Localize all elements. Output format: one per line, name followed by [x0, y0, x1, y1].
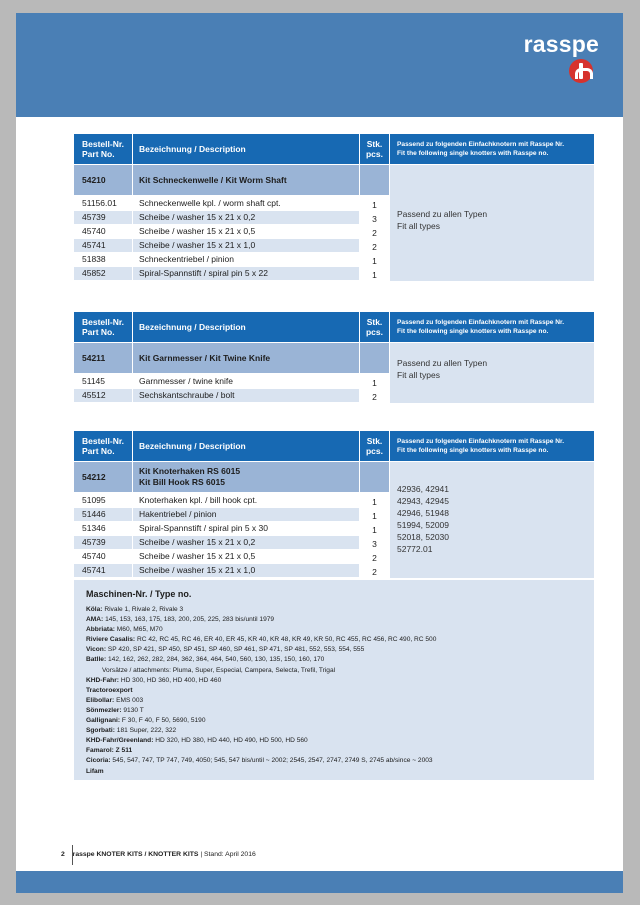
item-part-no: 51838: [74, 253, 132, 266]
machine-brand: KHD-Fahr:: [86, 676, 119, 684]
kit-title: [133, 343, 359, 373]
machine-brand: Cicoria:: [86, 757, 111, 765]
header-description: Bezeichnung / Description: [133, 431, 359, 461]
machine-brand: KHD-Fahr/Greenland:: [86, 737, 154, 745]
header-part-no-en: Part No.: [82, 149, 115, 159]
header-pcs: [360, 312, 389, 342]
header-fit-info: [390, 312, 594, 342]
table-header: [74, 134, 594, 164]
kit-title-line: Kit Garnmesser / Kit Twine Knife: [139, 352, 271, 363]
machine-models: SP 420, SP 421, SP 450, SP 451, SP 460, SP 461, SP 471, SP 481, 552, 553, 554, 555: [107, 646, 365, 654]
fit-info-line: 42936, 42941: [397, 484, 449, 494]
item-part-no: 45740: [74, 225, 132, 238]
item-description: Hakentriebel / pinion: [133, 508, 359, 521]
machine-list-panel: [74, 580, 594, 780]
table-header: [74, 431, 594, 461]
machine-models: M60, M65, M70: [116, 626, 163, 634]
fit-info-text: [397, 357, 487, 381]
kit-table-54211: [74, 312, 594, 400]
item-part-no: 45741: [74, 239, 132, 252]
item-pcs: 1: [360, 522, 389, 535]
machine-line: [86, 696, 436, 706]
item-description: Scheibe / washer 15 x 21 x 1,0: [133, 239, 359, 252]
kit-row: [74, 343, 389, 373]
machine-models: Rivale 1, Rivale 2, Rivale 3: [104, 606, 184, 613]
kit-pcs-cell: [360, 343, 389, 373]
header-fit-info-en: Fit the following single knotters with Rasspe no.: [397, 328, 549, 335]
item-part-no: 51156.01: [74, 197, 132, 210]
item-pcs: 3: [360, 536, 389, 549]
header-pcs-de: Stk.: [366, 139, 383, 149]
footer-separator: |: [200, 851, 203, 858]
item-part-no: 45852: [74, 267, 132, 280]
item-part-no: 45741: [74, 564, 132, 577]
header-band: [16, 13, 623, 117]
machine-line: [86, 726, 436, 736]
table-row: [74, 239, 389, 252]
header-part-no-en: Part No.: [82, 446, 115, 456]
machine-line: [86, 635, 436, 645]
kit-pcs-cell: [360, 462, 389, 492]
header-fit-info-de: Passend zu folgenden Einfachknotern mit Rasspe Nr.: [397, 319, 565, 326]
fit-info-line: Fit all types: [397, 221, 440, 231]
item-pcs: 1: [360, 375, 389, 388]
kit-title: [133, 462, 359, 492]
machine-models: RC 42, RC 45, RC 46, ER 40, ER 45, KR 40, KR 48, KR 49, KR 50, RC 455, RC 456, RC 490, RC 500: [136, 636, 437, 644]
machine-models: HD 300, HD 360, HD 400, HD 460: [120, 676, 222, 684]
item-pcs: 2: [360, 225, 389, 238]
header-fit-info: [390, 134, 594, 164]
machine-line: [86, 605, 436, 615]
machine-brand: Köla:: [86, 606, 103, 613]
machine-brand: Riviere Casalis:: [86, 636, 136, 644]
header-description: Bezeichnung / Description: [133, 134, 359, 164]
item-part-no: 45739: [74, 211, 132, 224]
fit-info-line: Passend zu allen Typen: [397, 209, 488, 219]
item-part-no: 51145: [74, 375, 132, 388]
header-part-no-de: Bestell-Nr.: [82, 436, 125, 446]
item-description: Scheibe / washer 15 x 21 x 0,2: [133, 211, 359, 224]
machine-line: [86, 746, 436, 756]
machine-line: [86, 756, 436, 766]
fit-info-line: 51994, 52009: [397, 520, 449, 530]
item-description: Schneckentriebel / pinion: [133, 253, 359, 266]
catalog-page: [16, 13, 623, 893]
item-pcs: 2: [360, 564, 389, 577]
footer-stand: Stand: April 2016: [204, 851, 256, 858]
kit-part-no: 54212: [74, 462, 132, 492]
machine-line: [86, 676, 436, 686]
rasspe-logo: [507, 31, 599, 83]
header-part-no: [74, 312, 132, 342]
fit-info-cell: [390, 343, 594, 403]
machine-line: [86, 767, 436, 777]
machine-brand: Tractoroexport: [86, 686, 133, 694]
fit-info-line: 42946, 51948: [397, 508, 449, 518]
header-pcs: [360, 431, 389, 461]
item-description: Garnmesser / twine knife: [133, 375, 359, 388]
header-fit-info-en: Fit the following single knotters with Rasspe no.: [397, 150, 549, 157]
item-pcs: 2: [360, 239, 389, 252]
header-fit-info: [390, 431, 594, 461]
table-row: [74, 550, 389, 563]
header-pcs-de: Stk.: [366, 317, 383, 327]
header-part-no-de: Bestell-Nr.: [82, 317, 125, 327]
fit-info-line: 42943, 42945: [397, 496, 449, 506]
machine-line: [86, 716, 436, 726]
header-pcs: [360, 134, 389, 164]
kit-row: [74, 165, 389, 195]
item-part-no: 51095: [74, 494, 132, 507]
machine-brand: Elibollar:: [86, 696, 115, 704]
machine-models: HD 320, HD 380, HD 440, HD 490, HD 500, HD 560: [155, 737, 308, 745]
machine-models: 145, 153, 163, 175, 183, 200, 205, 225, 283 bis/until 1979: [105, 616, 275, 624]
item-pcs: 3: [360, 211, 389, 224]
machine-models: 142, 162, 262, 282, 284, 362, 364, 464, 540, 560, 130, 135, 150, 160, 170: [108, 656, 325, 664]
header-fit-info-de: Passend zu folgenden Einfachknotern mit Rasspe Nr.: [397, 141, 565, 148]
machine-brand: Abbriata:: [86, 626, 115, 634]
footer-line: [61, 851, 256, 858]
item-description: Knoterhaken kpl. / bill hook cpt.: [133, 494, 359, 507]
machine-line: [86, 625, 436, 635]
machine-list-title: Maschinen-Nr. / Type no.: [86, 589, 192, 599]
table-row: [74, 508, 389, 521]
header-pcs-en: pcs.: [365, 446, 383, 456]
item-part-no: 45740: [74, 550, 132, 563]
header-pcs-en: pcs.: [365, 149, 383, 159]
machine-line: [86, 615, 436, 625]
fit-info-line: Passend zu allen Typen: [397, 358, 488, 368]
fit-info-text: [397, 208, 487, 232]
kit-title-line: Kit Bill Hook RS 6015: [139, 477, 225, 487]
item-description: Scheibe / washer 15 x 21 x 0,5: [133, 225, 359, 238]
item-description: Scheibe / washer 15 x 21 x 0,2: [133, 536, 359, 549]
table-row: [74, 225, 389, 238]
table-row: [74, 211, 389, 224]
item-part-no: 51446: [74, 508, 132, 521]
machine-brand: Vicon:: [86, 646, 107, 654]
fit-info-cell: [390, 165, 594, 281]
item-pcs: 2: [360, 550, 389, 563]
machine-brand: Famarol: Z 511: [86, 747, 133, 755]
item-part-no: 45739: [74, 536, 132, 549]
machine-brand: Batlle:: [86, 656, 107, 664]
item-description: Spiral-Spannstift / spiral pin 5 x 30: [133, 522, 359, 535]
kit-table-54212: [74, 431, 594, 579]
machine-models: 9130 T: [123, 706, 144, 714]
machine-brand: Sgorbati:: [86, 727, 115, 735]
fit-info-line: 52772.01: [397, 544, 433, 554]
header-fit-info-en: Fit the following single knotters with Rasspe no.: [397, 447, 549, 454]
kit-row: [74, 462, 389, 492]
fit-info-line: Fit all types: [397, 370, 440, 380]
item-pcs: 1: [360, 197, 389, 210]
machine-brand: Lifam: [86, 767, 104, 775]
fit-info-line: 52018, 52030: [397, 532, 449, 542]
kit-title: [133, 165, 359, 195]
item-description: Scheibe / washer 15 x 21 x 1,0: [133, 564, 359, 577]
item-part-no: 45512: [74, 389, 132, 402]
table-row: [74, 375, 389, 388]
kit-title-line: Kit Schneckenwelle / Kit Worm Shaft: [139, 174, 287, 185]
kit-table-54210: [74, 134, 594, 280]
kit-part-no: 54210: [74, 165, 132, 195]
table-row: [74, 494, 389, 507]
page-number: 2: [61, 851, 65, 858]
table-row: [74, 536, 389, 549]
machine-brand: Gallignani:: [86, 717, 121, 725]
table-row: [74, 522, 389, 535]
header-part-no: [74, 431, 132, 461]
item-part-no: 51346: [74, 522, 132, 535]
logo-wordmark: rasspe: [523, 31, 599, 57]
item-pcs: 1: [360, 508, 389, 521]
machine-brand: AMA:: [86, 616, 104, 624]
machine-models: 181 Super, 222, 322: [116, 727, 177, 735]
fit-info-cell: [390, 462, 594, 578]
item-description: Scheibe / washer 15 x 21 x 0,5: [133, 550, 359, 563]
machine-brand: Sönmezler:: [86, 706, 122, 714]
machine-line: [86, 645, 436, 655]
kit-part-no: 54211: [74, 343, 132, 373]
kit-pcs-cell: [360, 165, 389, 195]
footer-band: [16, 871, 623, 893]
header-description: Bezeichnung / Description: [133, 312, 359, 342]
machine-list: [86, 605, 436, 777]
machine-line: [86, 655, 436, 665]
table-row: [74, 197, 389, 210]
item-description: Sechskantschraube / bolt: [133, 389, 359, 402]
machine-models: EMS 003: [116, 696, 144, 704]
machine-line: [86, 686, 436, 696]
table-row: [74, 389, 389, 402]
item-pcs: 1: [360, 267, 389, 280]
footer-title: KNOTER KITS / KNOTTER KITS: [96, 851, 199, 858]
machine-line: [86, 736, 436, 746]
table-row: [74, 564, 389, 577]
table-row: [74, 253, 389, 266]
header-fit-info-de: Passend zu folgenden Einfachknotern mit Rasspe Nr.: [397, 438, 565, 445]
item-description: Schneckenwelle kpl. / worm shaft cpt.: [133, 197, 359, 210]
header-part-no-en: Part No.: [82, 327, 115, 337]
machine-line: [86, 666, 436, 676]
header-part-no: [74, 134, 132, 164]
header-pcs-en: pcs.: [365, 327, 383, 337]
item-description: Spiral-Spannstift / spiral pin 5 x 22: [133, 267, 359, 280]
item-pcs: 1: [360, 494, 389, 507]
kit-title-line: Kit Knoterhaken RS 6015: [139, 466, 241, 476]
item-pcs: 2: [360, 389, 389, 402]
machine-line: [86, 706, 436, 716]
footer-brand: rasspe: [72, 851, 95, 858]
header-pcs-de: Stk.: [366, 436, 383, 446]
table-row: [74, 267, 389, 280]
header-part-no-de: Bestell-Nr.: [82, 139, 125, 149]
item-pcs: 1: [360, 253, 389, 266]
table-header: [74, 312, 594, 342]
machine-models: F 30, F 40, F 50, 5690, 5190: [121, 717, 206, 725]
machine-models: 545, 547, 747, TP 747, 749, 4050; 545, 547 bis/until ~ 2002; 2545, 2547, 2747, 2749 S, 2745 ab/since ~ 2003: [112, 757, 433, 765]
machine-models: Vorsätze / attachments: Pluma, Super, Especial, Campera, Selecta, Trefil, Trigal: [102, 666, 336, 674]
fit-info-text: [397, 483, 449, 555]
logo-mark-icon: [569, 59, 593, 83]
